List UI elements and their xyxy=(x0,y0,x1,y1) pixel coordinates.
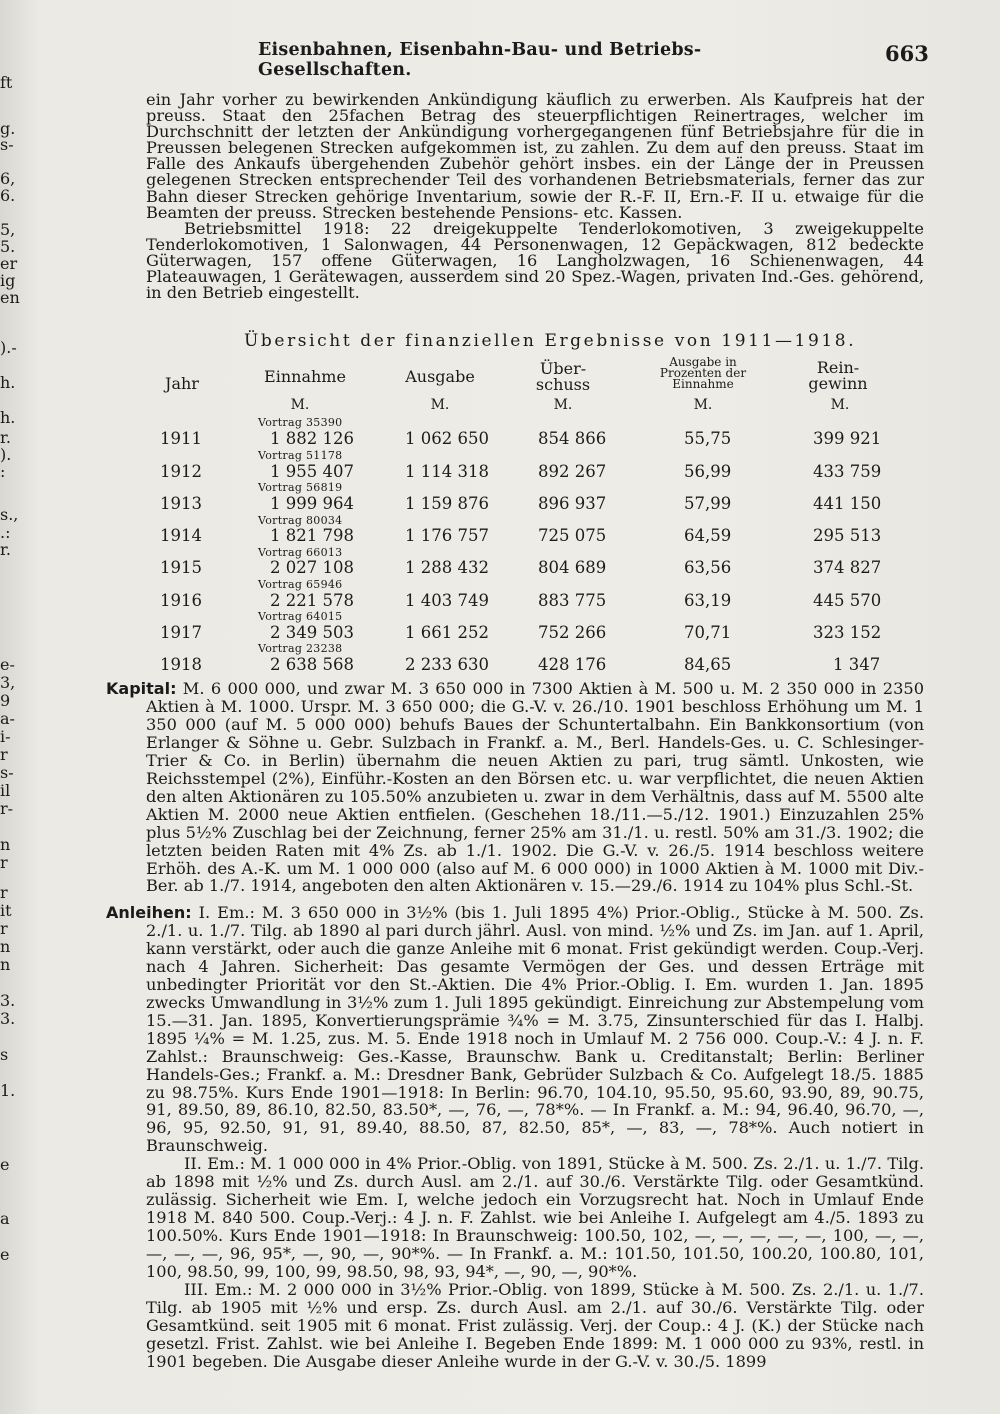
table-title: Übersicht der finanziellen Ergebnisse von 1911—1918. xyxy=(244,331,857,351)
cell-jahr: 1916 xyxy=(160,591,202,610)
vortrag-label: Vortrag 65946 xyxy=(258,578,343,591)
cell-reingewinn: 323 152 xyxy=(813,623,882,642)
unit-einnahme: M. xyxy=(290,397,310,413)
cell-ueberschuss: 752 266 xyxy=(538,623,607,642)
page-number: 663 xyxy=(885,41,929,66)
anleihen-em3-text: III. Em.: M. 2 000 000 in 3½% Prior.-Oblig. von 1899, Stücke à M. 500. Zs. 2./1. u. 1./7. Tilg. ab 1905 mit ½% und ersp. Zs. durch Ausl. am 2./1. auf 30./6. Verstärkte Tilg. oder Gesamtkünd. seit 1905 mit 6 monat. Frist zulässig. Verj. der Coup.: 4 J. (K.) der Stücke nach gesetzl. Frist. Zahlst. wie bei Anleihe I. Begeben Ende 1899: M. 1 000 000 zu 93%, restl. in 1901 begeben. Die Ausgabe dieser Anleihe wurde in der G.-V. v. 30./5. 1899 xyxy=(146,1280,924,1371)
cell-prozent: 56,99 xyxy=(684,462,732,481)
intro-paragraph-2: Betriebsmittel 1918: 22 dreigekuppelte Tenderlokomotiven, 3 zweigekuppelte Tenderlokomotiven, 1 Salonwagen, 44 Personenwagen, 12 Gepäckwagen, 812 bedeckte Güterwagen, 157 offene Güterwagen, 16 Langholzwagen, 16 Schienenwagen, 44 Plateauwagen, 1 Gerätewagen, ausserdem sind 20 Spez.-Wagen, privaten Ind.-Ges. gehörend, in den Betrieb eingestellt. xyxy=(146,218,924,303)
margin-fragment: ft xyxy=(0,73,13,92)
margin-fragment: h. xyxy=(0,408,16,427)
margin-fragment: n xyxy=(0,937,11,956)
cell-einnahme: 2 638 568 xyxy=(270,655,354,674)
intro-paragraph-1: ein Jahr vorher zu bewirkenden Ankündigung käuflich zu erwerben. Als Kaufpreis hat der preuss. Staat den 25fachen Betrag des steuerpflichtigen Reinertrages, welcher im Durchschnitt der letzten der Ankündigung vorhergegangenen fünf Betriebsjahre für die in Preussen belegenen Strecken aufgekommen ist, zu zahlen. Zu dem auf den preuss. Staat im Falle des Ankaufs übergehenden Zubehör gehört insbes. ein der Länge der in Preussen gelegenen Strecken entsprechender Teil des vorhandenen Betriebsmaterials, ferner das zur Bahn dieser Strecken gehörige Inventarium, sowie der R.-F. II, Ern.-F. II u. etwaige für die Beamten der preuss. Strecken bestehende Pensions- etc. Kassen. xyxy=(146,90,924,222)
vortrag-label: Vortrag 35390 xyxy=(258,416,343,429)
cell-ueberschuss: 854 866 xyxy=(538,429,607,448)
margin-fragment: it xyxy=(0,901,12,920)
kapital-label: Kapital: xyxy=(106,679,177,698)
margin-fragment: ig xyxy=(0,271,16,290)
vortrag-label: Vortrag 51178 xyxy=(258,449,343,462)
cell-reingewinn: 433 759 xyxy=(813,462,882,481)
cell-ueberschuss: 883 775 xyxy=(538,591,607,610)
margin-fragment: s- xyxy=(0,763,14,782)
col-header-jahr: Jahr xyxy=(165,374,199,393)
cell-ueberschuss: 725 075 xyxy=(538,526,607,545)
margin-fragment: 9 xyxy=(0,691,11,710)
col-header-einnahme: Einnahme xyxy=(264,367,346,386)
cell-prozent: 84,65 xyxy=(684,655,732,674)
cell-jahr: 1914 xyxy=(160,526,202,545)
margin-fragment: 5, xyxy=(0,220,16,239)
margin-fragment: ). xyxy=(0,445,12,464)
col-header-ausgabe: Ausgabe xyxy=(405,367,475,386)
cell-einnahme: 2 221 578 xyxy=(270,591,354,610)
anleihen-em2-text: II. Em.: M. 1 000 000 in 4% Prior.-Oblig. von 1891, Stücke à M. 500. Zs. 2./1. u. 1./7. Tilg. ab 1898 mit ½% und Zs. durch Ausl. am 2./1. auf 30./6. Verstärkte Tilg. oder Gesamtkünd. zulässig. Sicherheit wie Em. I, welche jedoch ein Vorzugsrecht hat. Noch in Umlauf Ende 1918 M. 840 500. Coup.-Verj.: 4 J. n. F. Zahlst. wie bei Anleihe I. Aufgelegt am 4./5. 1893 zu 100.50%. Kurs Ende 1901—1918: In Braunschweig: 100.50, 102, —, —, —, —, —, 100, —, —, —, —, —, 96, 95*, —, 90, —, 90*%. — In Frankf. a. M.: 101.50, 101.50, 100.20, 100.80, 101, 100, 98.50, 99, 100, 99, 98.50, 98, 93, 94*, —, 90, —, 90*%. xyxy=(146,1154,924,1282)
margin-fragment: : xyxy=(0,462,6,481)
cell-reingewinn: 441 150 xyxy=(813,494,882,513)
cell-ausgabe: 1 114 318 xyxy=(405,462,489,481)
cell-prozent: 55,75 xyxy=(684,429,732,448)
cell-einnahme: 2 349 503 xyxy=(270,623,354,642)
cell-ausgabe: 1 288 432 xyxy=(405,558,489,577)
cell-prozent: 63,19 xyxy=(684,591,732,610)
unit-ueberschuss: M. xyxy=(553,397,573,413)
margin-fragment: en xyxy=(0,288,20,307)
cell-ueberschuss: 892 267 xyxy=(538,462,607,481)
cell-ueberschuss: 804 689 xyxy=(538,558,607,577)
vortrag-label: Vortrag 80034 xyxy=(258,514,343,527)
margin-fragment: r- xyxy=(0,799,14,818)
vortrag-label: Vortrag 66013 xyxy=(258,546,343,559)
margin-fragment: 3. xyxy=(0,991,16,1010)
margin-fragment: 3, xyxy=(0,673,16,692)
cell-jahr: 1913 xyxy=(160,494,202,513)
col-header-ausgabe-prozent: Ausgabe in Prozenten der Einnahme xyxy=(659,355,747,391)
margin-fragment: il xyxy=(0,781,11,800)
margin-fragment: ).- xyxy=(0,338,17,357)
margin-fragment: 1. xyxy=(0,1081,16,1100)
cell-ueberschuss: 896 937 xyxy=(538,494,607,513)
cell-prozent: 70,71 xyxy=(684,623,732,642)
cell-prozent: 63,56 xyxy=(684,558,732,577)
cell-jahr: 1915 xyxy=(160,558,202,577)
margin-fragment: .: xyxy=(0,523,11,542)
kapital-section xyxy=(106,680,924,895)
cell-ausgabe: 2 233 630 xyxy=(405,655,489,674)
cell-jahr: 1918 xyxy=(160,655,202,674)
margin-fragment: e xyxy=(0,1245,10,1264)
cell-prozent: 57,99 xyxy=(684,494,732,513)
cell-ausgabe: 1 176 757 xyxy=(405,526,489,545)
cell-jahr: 1917 xyxy=(160,623,202,642)
cell-ausgabe: 1 159 876 xyxy=(405,494,489,513)
cell-ausgabe: 1 403 749 xyxy=(405,591,489,610)
vortrag-label: Vortrag 64015 xyxy=(258,610,343,623)
anleihen-em1-text: I. Em.: M. 3 650 000 in 3½% (bis 1. Juli 1895 4%) Prior.-Oblig., Stücke à M. 500. Zs. 2./1. u. 1./7. Tilg. ab 1890 al pari durch jährl. Ausl. von mind. ½% und Zs. im Jan. auf 1. April, kann verstärkt, oder auch die ganze Anleihe mit 6 monat. Frist gekündigt werden. Coup.-Verj. nach 4 Jahren. Sicherheit: Das gesamte Vermögen der Ges. und dessen Erträge mit unbedingter Priorität vor den St.-Aktien. Die 4% Prior.-Oblig. I. Em. wurden 1. Jan. 1895 zwecks Umwandlung in 3½% zum 1. Juli 1895 gekündigt. Einreichung zur Abstempelung vom 15.—31. Jan. 1895, Konvertierungsprämie ¾% = M. 3.75, Zinsunterschied für das I. Halbj. 1895 ¼% = M. 1.25, zus. M. 5. Ende 1918 noch in Umlauf M. 2 756 000. Coup.-V.: 4 J. n. F. Zahlst.: Braunschweig: Ges.-Kasse, Braunschw. Bank u. Creditanstalt; Berlin: Berliner Handels-Ges.; Frankf. a. M.: Dresdner Bank, Gebrüder Sulzbach & Co. Aufgelegt 18./5. 1885 zu 98.75%. Kurs Ende 1901—1918: In Berlin: 96.70, 104.10, 95.50, 95.60, 93.90, 89, 90.75, 91, 89.50, 89, 86.10, 82.50, 83.50*, —, 76, —, 78*%. — In Frankf. a. M.: 94, 96.40, 96.70, —, 96, 95, 92.50, 91, 91, 89.40, 88.50, 87, 82.50, 85*, —, 83, —, 78*%. Auch notiert in Braunschweig. xyxy=(146,903,924,1156)
margin-fragment: n xyxy=(0,955,11,974)
cell-einnahme: 1 882 126 xyxy=(270,429,354,448)
cell-reingewinn: 295 513 xyxy=(813,526,882,545)
cell-einnahme: 1 999 964 xyxy=(270,494,354,513)
margin-fragment: h. xyxy=(0,373,16,392)
margin-fragment: 6, xyxy=(0,169,16,188)
margin-fragment: n xyxy=(0,835,11,854)
anleihen-label: Anleihen: xyxy=(106,903,192,922)
margin-fragment: 3. xyxy=(0,1009,16,1028)
unit-ausgabe: M. xyxy=(430,397,450,413)
cell-reingewinn: 399 921 xyxy=(813,429,882,448)
unit-reingewinn: M. xyxy=(830,397,850,413)
margin-fragment: r xyxy=(0,853,8,872)
margin-fragment: r xyxy=(0,883,8,902)
margin-fragment: e- xyxy=(0,655,15,674)
cell-jahr: 1911 xyxy=(160,429,202,448)
margin-fragment: a xyxy=(0,1209,10,1228)
cell-einnahme: 1 955 407 xyxy=(270,462,354,481)
running-title: Eisenbahnen, Eisenbahn-Bau- und Betriebs-Gesellschaften. xyxy=(258,40,702,80)
cell-einnahme: 1 821 798 xyxy=(270,526,354,545)
vortrag-label: Vortrag 56819 xyxy=(258,481,343,494)
cell-reingewinn: 374 827 xyxy=(813,558,882,577)
cell-jahr: 1912 xyxy=(160,462,202,481)
margin-fragment: er xyxy=(0,254,18,273)
margin-fragment: r xyxy=(0,745,8,764)
col-header-ueberschuss: Über-schuss xyxy=(535,359,591,394)
margin-fragment: 6. xyxy=(0,186,16,205)
margin-fragment: s., xyxy=(0,505,19,524)
cell-einnahme: 2 027 108 xyxy=(270,558,354,577)
margin-fragment: s xyxy=(0,1045,9,1064)
cell-reingewinn: 445 570 xyxy=(813,591,882,610)
margin-fragment: e xyxy=(0,1155,10,1174)
margin-fragment: r. xyxy=(0,428,11,447)
margin-fragment: g. xyxy=(0,119,16,138)
margin-fragment: a- xyxy=(0,709,15,728)
cell-ueberschuss: 428 176 xyxy=(538,655,607,674)
cell-ausgabe: 1 661 252 xyxy=(405,623,489,642)
col-header-reingewinn: Rein-gewinn xyxy=(808,358,868,393)
cell-prozent: 64,59 xyxy=(684,526,732,545)
margin-fragment: r. xyxy=(0,540,11,559)
vortrag-label: Vortrag 23238 xyxy=(258,642,343,655)
cell-reingewinn: 1 347 xyxy=(833,655,881,674)
margin-fragment: i- xyxy=(0,727,11,746)
kapital-text: M. 6 000 000, und zwar M. 3 650 000 in 7300 Aktien à M. 500 u. M. 2 350 000 in 2350 Aktien à M. 1000. Urspr. M. 3 650 000; die G.-V. v. 26./10. 1901 beschloss Erhöhung um M. 1 350 000 (auf M. 5 000 000) behufs Baues der Schuntertalbahn. Ein Bankkonsortium (von Erlanger & Söhne u. Gebr. Sulzbach in Frankf. a. M., Berl. Handels-Ges. u. C. Schlesinger-Trier & Co. in Berlin) übernahm die neuen Aktien zu pari, trug sämtl. Unkosten, wie Reichsstempel (2%), Einführ.-Kosten an den Börsen etc. u. war verpflichtet, die neuen Aktien den alten Aktionären zu 105.50% anzubieten u. zwar in dem Verhältnis, dass auf M. 5500 alte Aktien M. 2000 neue Aktien entfielen. (Geschehen 18./11.—5./12. 1901.) Einzuzahlen 25% plus 5½% Zuschlag bei der Zeichnung, ferner 25% am 31./1. u. restl. 50% am 31./3. 1902; die letzten beiden Raten mit 4% Zs. ab 1./1. 1902. Die G.-V. v. 26./5. 1914 beschloss weitere Erhöh. des A.-K. um M. 1 000 000 (also auf M. 6 000 000) in 1000 Aktien à M. 1000 mit Div.-Ber. ab 1./7. 1914, angeboten den alten Aktionären v. 15.—29./6. 1914 zu 104% plus Schl.-St. xyxy=(146,679,924,896)
margin-fragment: r xyxy=(0,919,8,938)
margin-fragment: s- xyxy=(0,135,14,154)
cell-ausgabe: 1 062 650 xyxy=(405,429,489,448)
anleihen-section xyxy=(106,904,924,1371)
unit-ausgabe-prozent: M. xyxy=(693,397,713,413)
margin-fragment: 5. xyxy=(0,237,16,256)
intro-text xyxy=(146,92,924,301)
